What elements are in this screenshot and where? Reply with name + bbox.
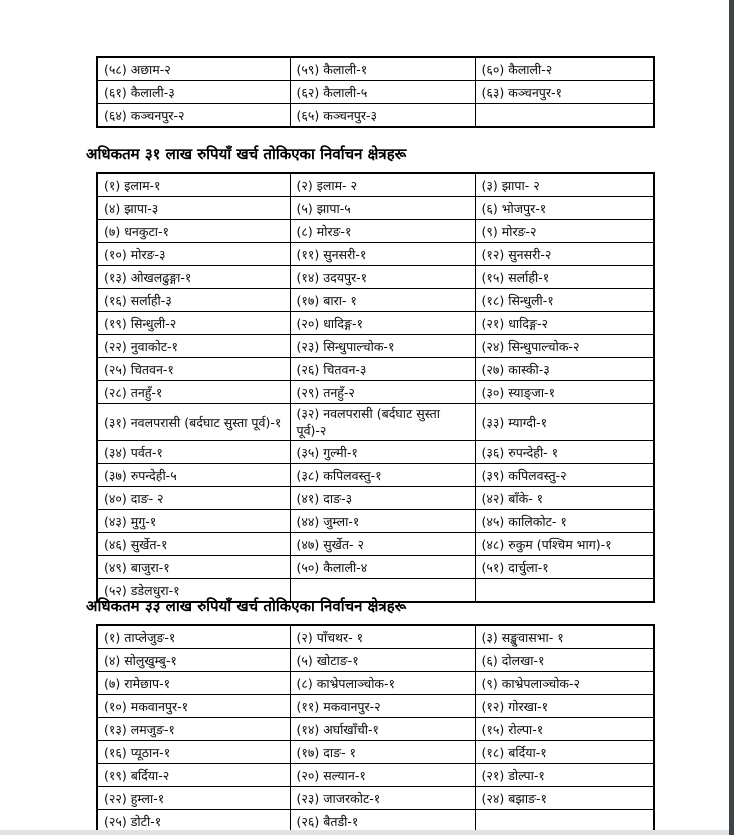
constituency-cell: (५०) कैलाली-४ (290, 556, 475, 579)
table-row (97, 289, 654, 312)
constituency-cell: (२४) सिन्धुपाल्चोक-२ (475, 335, 654, 358)
table-row (97, 649, 654, 672)
constituency-cell: (१४) उदयपुर-१ (290, 266, 475, 289)
table-row (97, 464, 654, 487)
constituency-cell: (९) मोरङ-२ (475, 220, 654, 243)
constituency-cell: (१८) सिन्धुली-१ (475, 289, 654, 312)
constituency-cell: (६०) कैलाली-२ (475, 57, 654, 81)
constituency-cell: (४८) रुकुम (पश्चिम भाग)-१ (475, 533, 654, 556)
table-row (97, 381, 654, 404)
constituency-table-continuation (96, 56, 655, 128)
table-row (97, 672, 654, 695)
constituency-cell: (१९) बर्दिया-२ (97, 764, 290, 787)
constituency-cell: (९) काभ्रेपलाञ्चोक-२ (475, 672, 654, 695)
constituency-cell: (२) इलाम- २ (290, 173, 475, 197)
table-row (97, 510, 654, 533)
constituency-cell: (२७) कास्की-३ (475, 358, 654, 381)
table-row (97, 764, 654, 787)
table-row (97, 335, 654, 358)
constituency-cell: (१५) सर्लाही-१ (475, 266, 654, 289)
constituency-cell: (४१) दाङ-३ (290, 487, 475, 510)
constituency-cell: (२६) चितवन-३ (290, 358, 475, 381)
table-row (97, 787, 654, 810)
constituency-cell: (१) इलाम-१ (97, 173, 290, 197)
constituency-cell: (३७) रुपन्देही-५ (97, 464, 290, 487)
table-row (97, 104, 654, 128)
constituency-cell: (७) धनकुटा-१ (97, 220, 290, 243)
constituency-cell (475, 104, 654, 128)
constituency-cell: (६) दोलखा-१ (475, 649, 654, 672)
constituency-cell: (३) सङ्खुवासभा- १ (475, 625, 654, 649)
constituency-cell: (४३) मुगु-१ (97, 510, 290, 533)
constituency-cell: (२९) तनहुँ-२ (290, 381, 475, 404)
section-heading-33-lakh: अधिकतम ३३ लाख रुपियाँ खर्च तोकिएका निर्वाचन क्षेत्रहरू (86, 597, 407, 615)
constituency-cell: (५८) अछाम-२ (97, 57, 290, 81)
constituency-cell: (३५) गुल्मी-१ (290, 441, 475, 464)
constituency-cell: (७) रामेछाप-१ (97, 672, 290, 695)
constituency-cell: (१३) लमजुङ-१ (97, 718, 290, 741)
constituency-cell: (२६) बैतडी-१ (290, 810, 475, 834)
constituency-cell: (३९) कपिलवस्तु-२ (475, 464, 654, 487)
section-heading-31-lakh: अधिकतम ३१ लाख रुपियाँ खर्च तोकिएका निर्वाचन क्षेत्रहरू (86, 145, 407, 163)
constituency-cell: (३२) नवलपरासी (बर्दघाट सुस्ता पूर्व)-२ (290, 404, 475, 441)
constituency-cell: (२२) नुवाकोट-१ (97, 335, 290, 358)
table-row (97, 312, 654, 335)
table-row (97, 718, 654, 741)
constituency-cell: (१५) रोल्पा-१ (475, 718, 654, 741)
constituency-cell: (२५) चितवन-१ (97, 358, 290, 381)
constituency-cell: (२०) धादिङ्ग-१ (290, 312, 475, 335)
constituency-cell: (२५) डोटी-१ (97, 810, 290, 834)
constituency-cell: (३६) रुपन्देही- १ (475, 441, 654, 464)
constituency-cell: (२४) बझाङ-१ (475, 787, 654, 810)
constituency-cell: (६१) कैलाली-३ (97, 81, 290, 104)
constituency-cell: (४४) जुम्ला-१ (290, 510, 475, 533)
table-row (97, 173, 654, 197)
constituency-cell: (८) मोरङ-१ (290, 220, 475, 243)
table-row (97, 220, 654, 243)
constituency-cell: (६४) कञ्चनपुर-२ (97, 104, 290, 128)
constituency-cell: (१२) गोरखा-१ (475, 695, 654, 718)
table-row (97, 441, 654, 464)
constituency-cell: (३८) कपिलवस्तु-१ (290, 464, 475, 487)
table-row (97, 533, 654, 556)
table-row (97, 243, 654, 266)
constituency-cell: (४२) बाँके- १ (475, 487, 654, 510)
constituency-cell: (५२) डडेलधुरा-१ (97, 579, 290, 603)
constituency-cell: (३०) स्याङ्जा-१ (475, 381, 654, 404)
constituency-cell: (४९) बाजुरा-१ (97, 556, 290, 579)
constituency-cell: (४७) सुर्खेत- २ (290, 533, 475, 556)
table-row (97, 404, 654, 441)
constituency-cell: (१९) सिन्धुली-२ (97, 312, 290, 335)
table-row (97, 625, 654, 649)
table-row (97, 695, 654, 718)
table-row (97, 81, 654, 104)
constituency-cell: (१७) बारा- १ (290, 289, 475, 312)
constituency-cell: (२८) तनहुँ-१ (97, 381, 290, 404)
constituency-cell: (४५) कालिकोट- १ (475, 510, 654, 533)
constituency-cell: (६३) कञ्चनपुर-१ (475, 81, 654, 104)
table-row (97, 358, 654, 381)
constituency-cell: (८) काभ्रेपलाञ्चोक-१ (290, 672, 475, 695)
constituency-cell: (४०) दाङ- २ (97, 487, 290, 510)
constituency-cell: (५१) दार्चुला-१ (475, 556, 654, 579)
page-edge-right (729, 0, 734, 835)
table-row (97, 197, 654, 220)
constituency-cell: (३३) म्याग्दी-१ (475, 404, 654, 441)
constituency-cell: (१७) दाङ- १ (290, 741, 475, 764)
constituency-cell: (१२) सुनसरी-२ (475, 243, 654, 266)
table-row (97, 487, 654, 510)
constituency-cell: (१०) मकवानपुर-१ (97, 695, 290, 718)
constituency-cell: (११) सुनसरी-१ (290, 243, 475, 266)
constituency-cell: (५) खोटाङ-१ (290, 649, 475, 672)
constituency-cell: (१०) मोरङ-३ (97, 243, 290, 266)
constituency-cell (475, 579, 654, 603)
constituency-cell: (६) भोजपुर-१ (475, 197, 654, 220)
constituency-table-31-lakh (96, 172, 655, 603)
constituency-cell: (२) पाँचथर- १ (290, 625, 475, 649)
constituency-cell: (४) झापा-३ (97, 197, 290, 220)
constituency-cell: (३१) नवलपरासी (बर्दघाट सुस्ता पूर्व)-१ (97, 404, 290, 441)
constituency-cell: (६५) कञ्चनपुर-३ (290, 104, 475, 128)
table-row (97, 57, 654, 81)
constituency-cell: (४६) सुर्खेत-१ (97, 533, 290, 556)
constituency-cell: (१४) अर्घाखाँची-१ (290, 718, 475, 741)
constituency-cell: (२२) हुम्ला-१ (97, 787, 290, 810)
constituency-table-33-lakh (96, 624, 655, 834)
table-row (97, 556, 654, 579)
constituency-cell: (५९) कैलाली-१ (290, 57, 475, 81)
constituency-cell: (१८) बर्दिया-१ (475, 741, 654, 764)
constituency-cell: (२३) जाजरकोट-१ (290, 787, 475, 810)
constituency-cell: (६२) कैलाली-५ (290, 81, 475, 104)
constituency-cell: (३४) पर्वत-१ (97, 441, 290, 464)
constituency-cell: (२०) सल्यान-१ (290, 764, 475, 787)
constituency-cell: (२३) सिन्धुपाल्चोक-१ (290, 335, 475, 358)
constituency-cell: (१) ताप्लेजुङ-१ (97, 625, 290, 649)
table-row (97, 741, 654, 764)
constituency-cell: (२१) डोल्पा-१ (475, 764, 654, 787)
constituency-cell: (२१) धादिङ्ग-२ (475, 312, 654, 335)
constituency-cell: (११) मकवानपुर-२ (290, 695, 475, 718)
constituency-cell: (४) सोलुखुम्बु-१ (97, 649, 290, 672)
page-edge-bottom (0, 830, 729, 835)
constituency-cell: (३) झापा- २ (475, 173, 654, 197)
constituency-cell: (१६) सर्लाही-३ (97, 289, 290, 312)
constituency-cell: (५) झापा-५ (290, 197, 475, 220)
constituency-cell: (१६) प्यूठान-१ (97, 741, 290, 764)
constituency-cell: (१३) ओखलढुङ्गा-१ (97, 266, 290, 289)
table-row (97, 266, 654, 289)
